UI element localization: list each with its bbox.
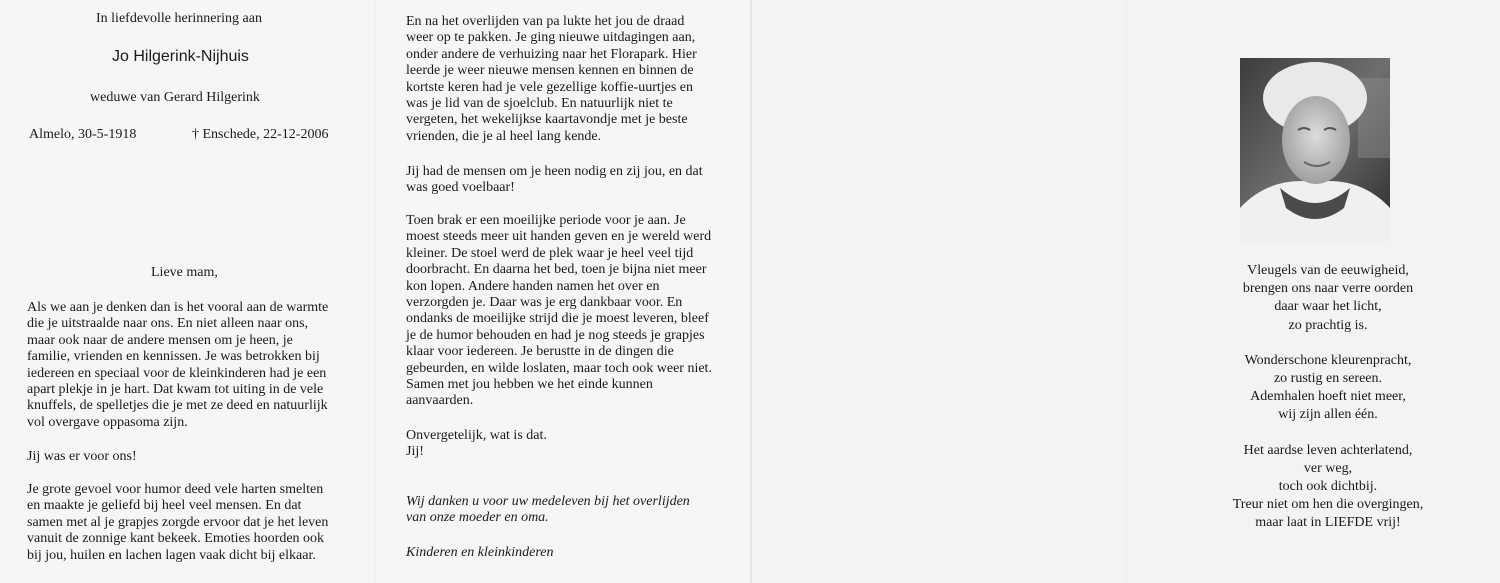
poem-line: zo prachtig is. bbox=[1288, 317, 1368, 333]
memorial-intro: In liefdevolle herinnering aan bbox=[96, 11, 262, 26]
poem-stanza bbox=[1200, 352, 1456, 425]
text-line: Wij danken u voor uw medeleven bij het overlijden bbox=[406, 494, 690, 509]
letter-paragraph bbox=[27, 300, 328, 431]
text-line: Samen met jou hebben we het einde kunnen bbox=[406, 377, 653, 393]
salutation: Lieve mam, bbox=[151, 265, 218, 280]
text-line: bij jou, huilen en lachen lagen vaak dicht bij elkaar. bbox=[27, 547, 316, 563]
text-line: Jij! bbox=[406, 444, 424, 460]
text-line: je de humor behouden en had je nog steeds je grapjes bbox=[406, 327, 705, 343]
birth-date: Almelo, 30-5-1918 bbox=[29, 127, 137, 142]
thanks-note bbox=[406, 494, 690, 527]
poem-line: Wonderschone kleurenpracht, bbox=[1244, 352, 1412, 368]
letter-paragraph bbox=[406, 213, 712, 410]
poem bbox=[1200, 262, 1456, 550]
text-line: familie, vrienden en kennissen. Je was betrokken bij bbox=[27, 349, 320, 365]
poem-line: maar laat in LIEFDE vrij! bbox=[1255, 515, 1401, 531]
portrait-photo bbox=[1240, 58, 1390, 242]
text-line: en maakte je geliefd bij heel veel mensen. En dat bbox=[27, 498, 302, 514]
poem-line: ver weg, bbox=[1303, 460, 1353, 476]
text-line: Toen brak er een moeilijke periode voor je aan. Je bbox=[406, 213, 686, 228]
signature: Kinderen en kleinkinderen bbox=[406, 545, 554, 560]
text-line: vergeten, het wekelijkse kaartavondje met je beste bbox=[406, 112, 688, 128]
text-line: kortste keren had je vele gezellige koffie-uurtjes en bbox=[406, 79, 694, 95]
poem-line: wij zijn allen één. bbox=[1278, 407, 1378, 423]
text-line: die je uitstraalde naar ons. En niet alleen naar ons, bbox=[27, 316, 309, 332]
text-line: was je lid van de sjoelclub. En natuurlijk niet te bbox=[406, 96, 673, 112]
text-line: weer op te pakken. Je ging nieuwe uitdagingen aan, bbox=[406, 30, 696, 46]
text-line: verzorgden je. Daar was je erg dankbaar voor. En bbox=[406, 295, 683, 311]
poem-line: Het aardse leven achterlatend, bbox=[1243, 442, 1413, 458]
widow-line: weduwe van Gerard Hilgerink bbox=[90, 90, 260, 105]
fold-line bbox=[1126, 0, 1127, 583]
text-line: klaar voor iedereen. Je berustte in de dingen die bbox=[406, 344, 674, 360]
text-line: apart plekje in je hart. Dat kwam tot uiting in de vele bbox=[27, 382, 324, 398]
text-line: doorbracht. En daarna het bed, toen je bijna niet meer bbox=[406, 262, 707, 278]
death-date: † Enschede, 22-12-2006 bbox=[192, 127, 329, 142]
fold-line bbox=[374, 0, 375, 583]
text-line: En na het overlijden van pa lukte het jou de draad bbox=[406, 14, 685, 29]
poem-line: Ademhalen hoeft niet meer, bbox=[1250, 389, 1406, 405]
text-line: vrienden, die je al heel lang kende. bbox=[406, 128, 602, 144]
letter-paragraph bbox=[406, 428, 547, 461]
deceased-name: Jo Hilgerink-Nijhuis bbox=[112, 48, 249, 65]
text-line: vanuit de zonnige kant bekeek. Emoties hoorden ook bbox=[27, 531, 325, 547]
text-line: van onze moeder en oma. bbox=[406, 510, 549, 526]
text-line: samen met al je grapjes zorgde ervoor dat je het leven bbox=[27, 514, 329, 530]
poem-line: zo rustig en sereen. bbox=[1273, 371, 1383, 387]
text-line: iedereen en speciaal voor de kleinkinderen had je een bbox=[27, 365, 327, 381]
letter-paragraph bbox=[27, 482, 328, 564]
poem-stanza bbox=[1200, 262, 1456, 335]
letter-paragraph bbox=[406, 14, 697, 145]
text-line: Jij had de mensen om je heen nodig en zij jou, en dat bbox=[406, 164, 703, 179]
letter-paragraph bbox=[406, 164, 703, 197]
poem-stanza bbox=[1200, 442, 1456, 533]
text-line: knuffels, de spelletjes die je met ze deed en natuurlijk bbox=[27, 398, 328, 414]
poem-line: toch ook dichtbij. bbox=[1278, 479, 1378, 495]
portrait-image bbox=[1240, 58, 1390, 242]
text-line: aanvaarden. bbox=[406, 393, 474, 409]
poem-line: Vleugels van de eeuwigheid, bbox=[1247, 263, 1409, 278]
text-line: Je grote gevoel voor humor deed vele harten smelten bbox=[27, 482, 324, 497]
text-line: maar ook naar de andere mensen om je heen, je bbox=[27, 332, 293, 348]
text-line: kleiner. De stoel werd de plek waar je heel veel tijd bbox=[406, 245, 694, 261]
poem-line: brengen ons naar verre oorden bbox=[1242, 281, 1414, 297]
text-line: moest steeds meer uit handen geven en je wereld werd bbox=[406, 229, 712, 245]
text-line: kon lopen. Andere handen namen het over en bbox=[406, 278, 660, 294]
poem-line: daar waar het licht, bbox=[1274, 299, 1382, 315]
text-line: ondanks de moeilijke strijd die je moest leveren, bleef bbox=[406, 311, 709, 327]
text-line: onder andere de verhuizing naar het Florapark. Hier bbox=[406, 46, 697, 62]
text-line: Als we aan je denken dan is het vooral aan de warmte bbox=[27, 300, 329, 315]
letter-paragraph bbox=[27, 449, 137, 465]
text-line: Onvergetelijk, wat is dat. bbox=[406, 428, 547, 443]
text-line: was goed voelbaar! bbox=[406, 180, 515, 196]
text-line: vol overgave oppasoma zijn. bbox=[27, 414, 188, 430]
text-line: Jij was er voor ons! bbox=[27, 449, 137, 464]
poem-line: Treur niet om hen die overgingen, bbox=[1232, 497, 1424, 513]
text-line: leerde je weer nieuwe mensen kennen en binnen de bbox=[406, 63, 694, 79]
text-line: gebeurden, en wilde loslaten, maar toch ook weer niet. bbox=[406, 360, 712, 376]
